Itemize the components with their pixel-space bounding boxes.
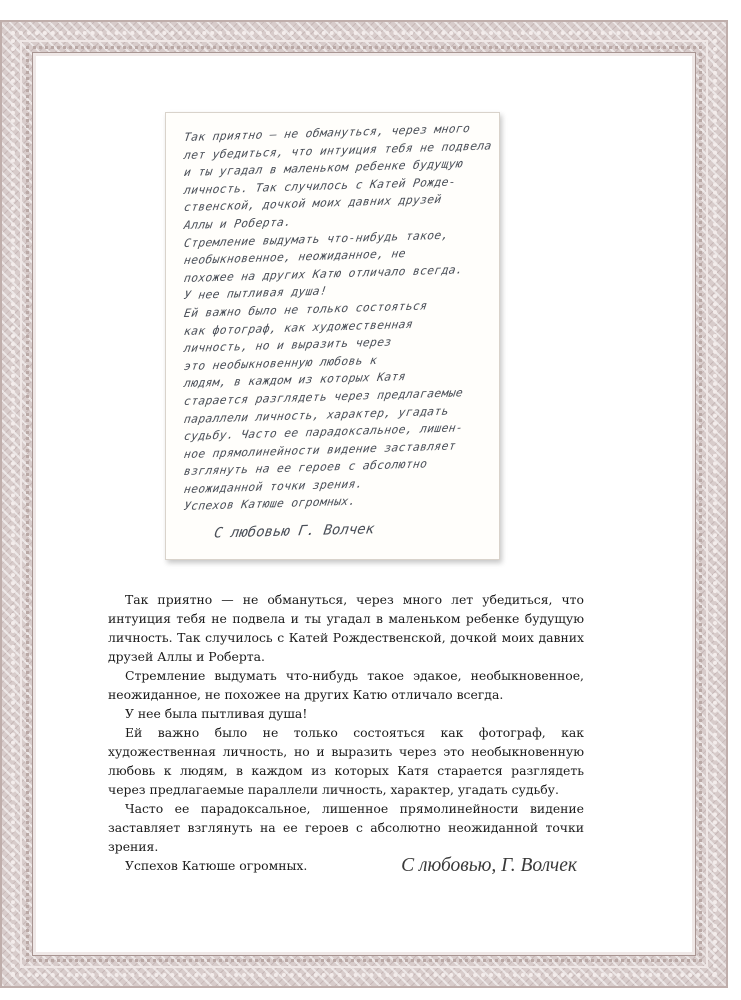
- letter-transcript: [108, 590, 584, 875]
- handwritten-line: ное прямолинейности видение заставляет: [183, 438, 457, 461]
- handwritten-line: взглянуть на ее героев с абсолютно: [183, 456, 429, 479]
- paragraph: Успехов Катюше огромных.: [125, 858, 308, 873]
- handwritten-line: лет убедиться, что интуиция тебя не подвела: [183, 137, 493, 162]
- handwritten-line: старается разглядеть через предлагаемые: [183, 385, 465, 408]
- handwritten-line: личность. Так случилось с Катей Рожде-: [183, 174, 457, 197]
- handwritten-line: Ей важно было не только состояться: [183, 298, 429, 320]
- handwritten-line: У нее пытливая душа!: [183, 283, 329, 303]
- handwritten-line: ственской, дочкой моих давних друзей: [183, 192, 443, 215]
- handwritten-line: и ты угадал в маленьком ребенке будущую: [183, 156, 465, 180]
- handwritten-lines: [183, 120, 493, 516]
- handwritten-line: неожиданной точки зрения.: [183, 476, 364, 496]
- handwritten-line: личность, но и выразить через: [183, 334, 393, 356]
- handwritten-signature: С любовью Г. Волчек: [212, 521, 376, 542]
- handwritten-line: Так приятно — не обмануться, через много: [183, 120, 472, 145]
- handwritten-line: Стремление выдумать что-нибудь такое,: [183, 227, 450, 250]
- handwritten-line: людям, в каждом из которых Катя: [183, 369, 407, 391]
- handwritten-line: как фотограф, как художественная: [183, 316, 415, 338]
- handwritten-line: параллели личность, характер, угадать: [183, 403, 450, 426]
- paragraph: Стремление выдумать что-нибудь такое эдакое, необыкновенное, неожиданное, не похожее на других Катю отличало всегда.: [108, 668, 584, 702]
- handwritten-line: судьбу. Часто ее парадоксальное, лишен-: [183, 420, 465, 444]
- handwritten-line: это необыкновенную любовь к: [183, 352, 379, 373]
- handwritten-line: Аллы и Роберта.: [183, 214, 293, 233]
- signature: С любовью, Г. Волчек: [401, 855, 577, 876]
- paragraph: У нее была пытливая душа!: [125, 706, 308, 721]
- paragraph: Часто ее парадоксальное, лишенное прямолинейности видение заставляет взглянуть на ее героев с абсолютно неожиданной точки зрения.: [108, 801, 584, 854]
- handwritten-line: необыкновенное, неожиданное, не: [183, 246, 407, 268]
- paragraph: Ей важно было не только состояться как фотограф, как художественная личность, но и выразить через это необыкновенную любовь к людям, в каждом из которых Катя старается разглядеть через предлагаемые параллели личность, характер, угадать судьбу.: [108, 725, 584, 797]
- handwritten-line: Успехов Катюше огромных.: [183, 494, 357, 514]
- handwritten-letter-image: [165, 112, 500, 560]
- paragraph: Так приятно — не обмануться, через много лет убедиться, что интуиция тебя не подвела и ты угадал в маленьком ребенке будущую личность. Так случилось с Катей Рождественской, дочкой моих давних друзей Аллы и Роберта.: [108, 592, 584, 664]
- handwritten-line: похожее на других Катю отличало всегда.: [183, 261, 465, 285]
